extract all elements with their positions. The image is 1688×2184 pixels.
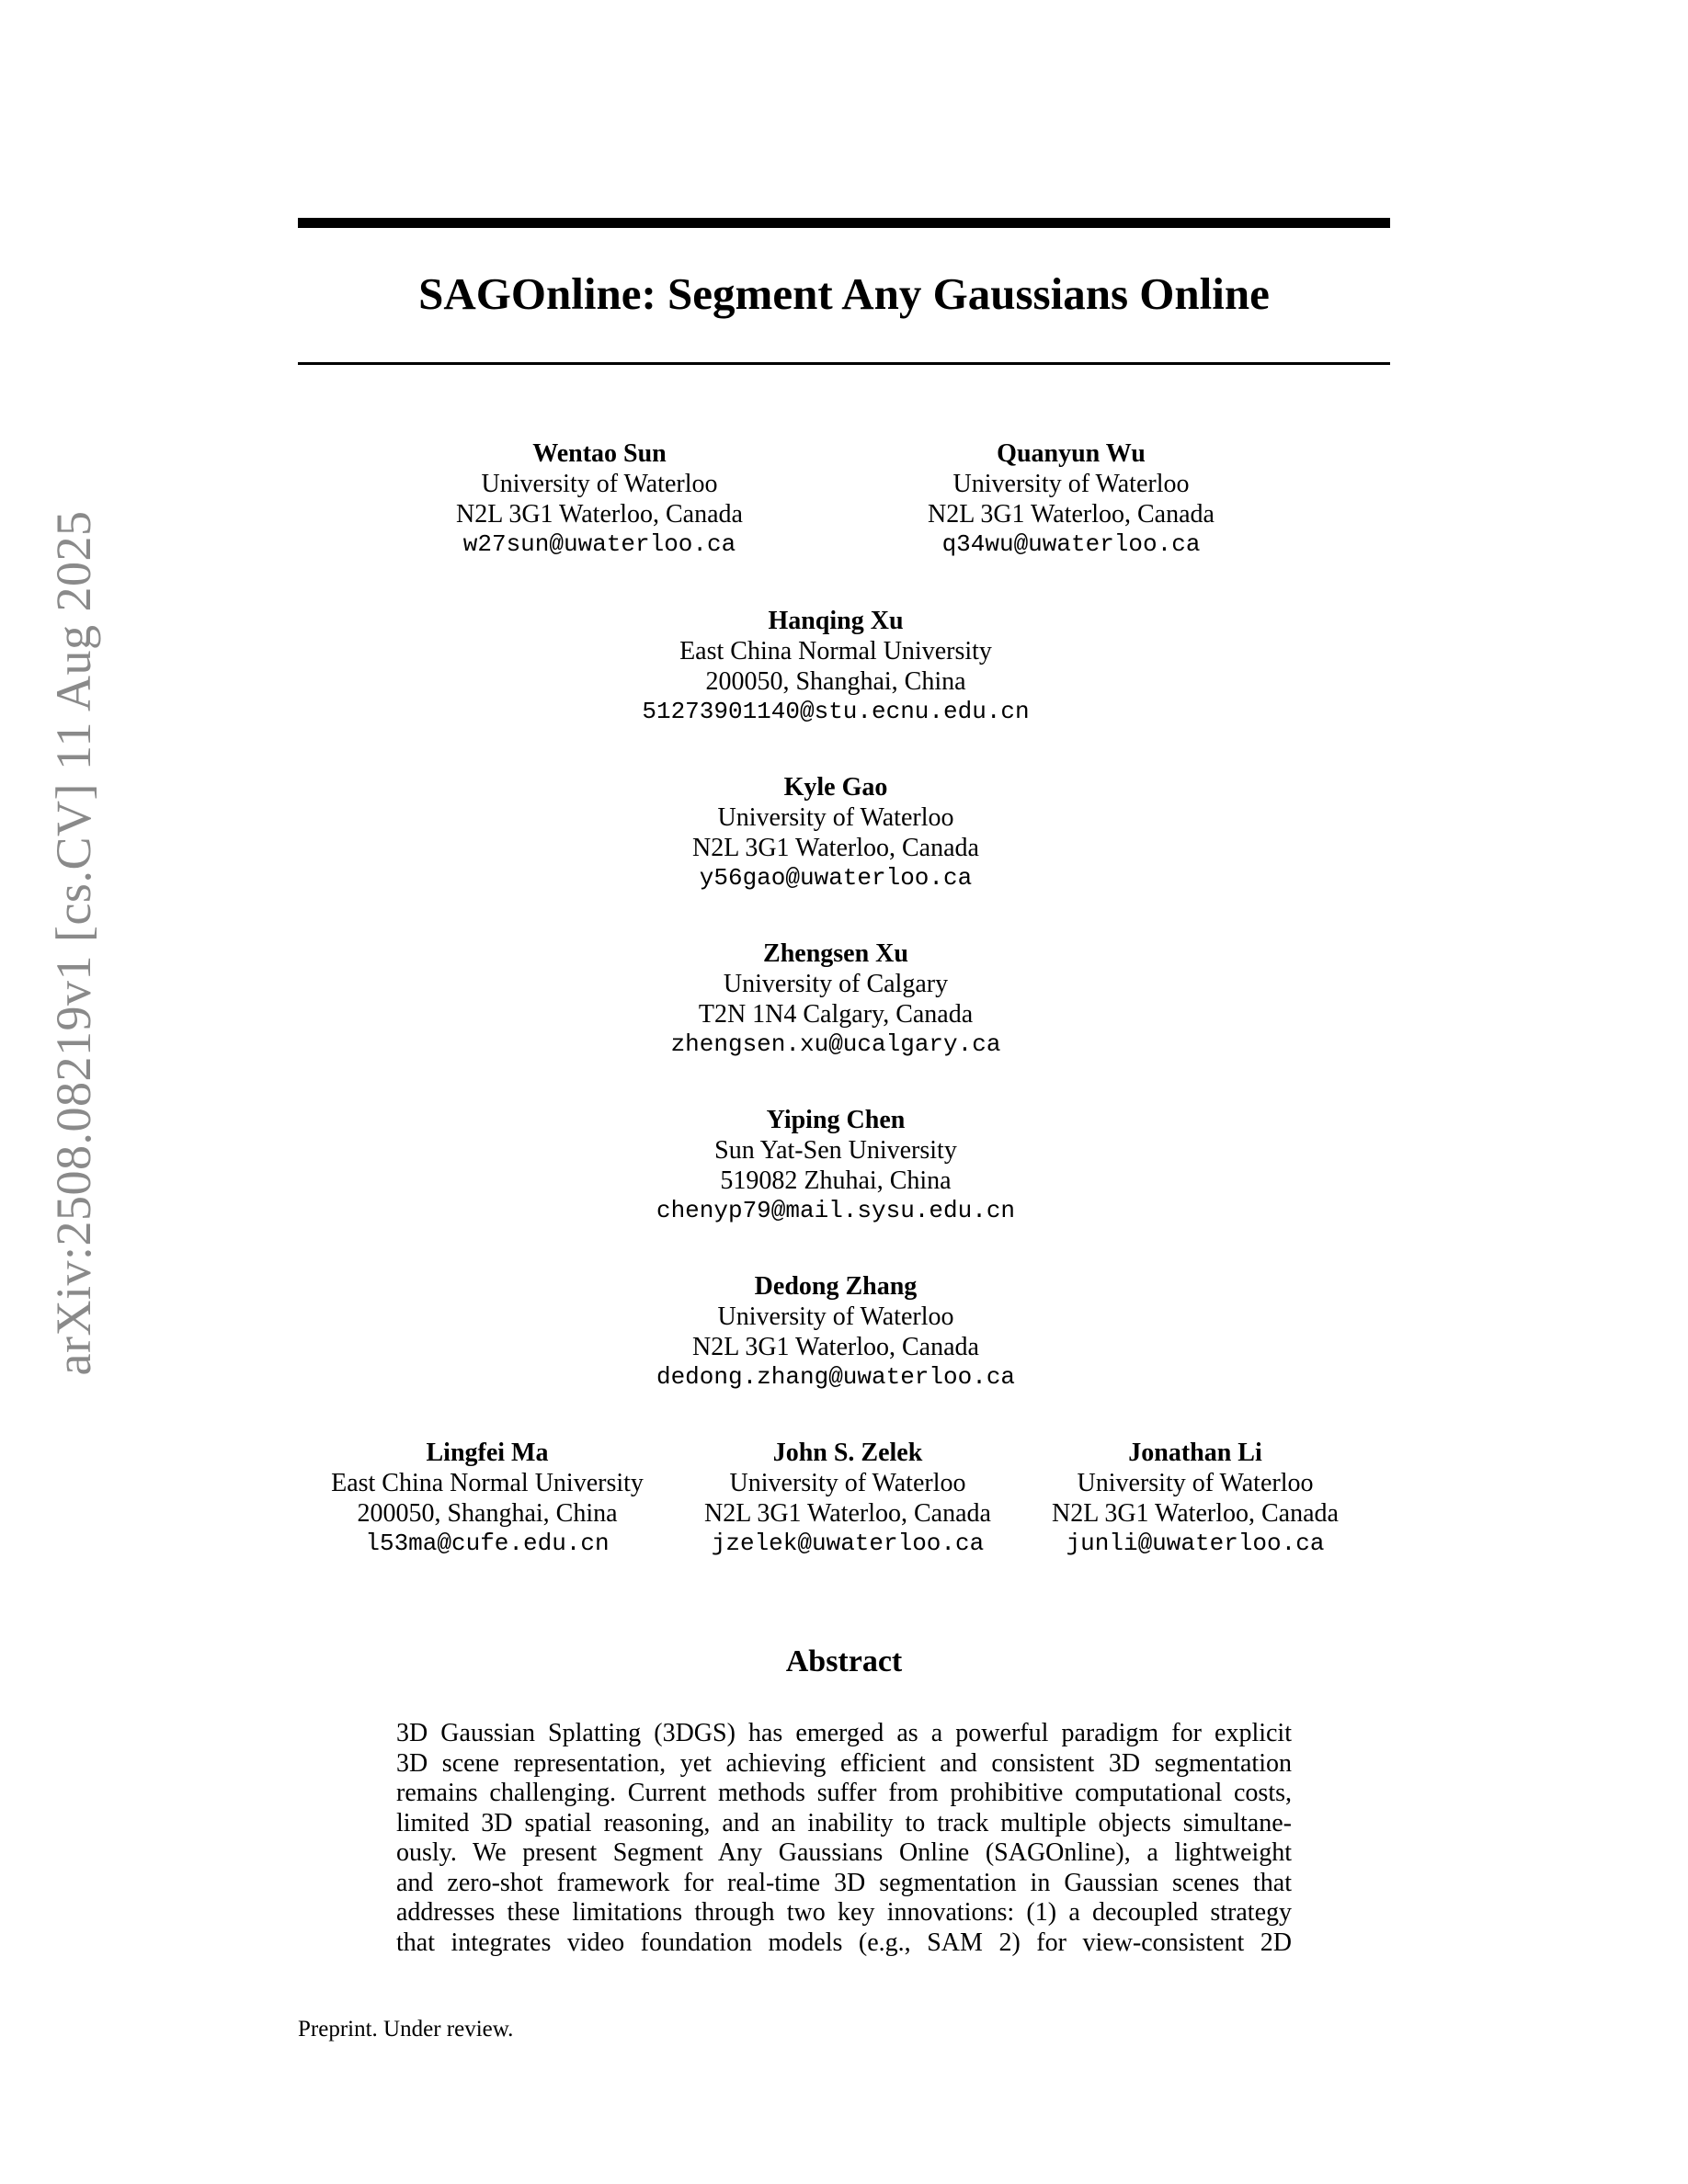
author-block xyxy=(692,772,979,893)
author-address: 519082 Zhuhai, China xyxy=(720,1166,952,1195)
author-affiliation: University of Waterloo xyxy=(481,470,718,498)
author-email[interactable]: zhengsen.xu@ucalgary.ca xyxy=(670,1030,1001,1058)
author-address: 200050, Shanghai, China xyxy=(705,667,966,696)
author-address: N2L 3G1 Waterloo, Canada xyxy=(928,500,1215,529)
author-block xyxy=(671,938,1001,1060)
author-name: Zhengsen Xu xyxy=(763,939,908,968)
author-block xyxy=(928,438,1215,560)
arxiv-identifier: arXiv:2508.08219v1 [cs.CV] 11 Aug 2025 xyxy=(46,510,101,1376)
author-name: Hanqing Xu xyxy=(768,607,904,635)
author-affiliation: Sun Yat-Sen University xyxy=(714,1136,957,1165)
abstract-line: and zero-shot framework for real-time 3D segmentation in Gaussian scenes that xyxy=(396,1868,1292,1897)
abstract-line: limited 3D spatial reasoning, and an inability to track multiple objects simultane- xyxy=(396,1808,1292,1837)
author-affiliation: University of Calgary xyxy=(723,970,949,998)
author-email[interactable]: y56gao@uwaterloo.ca xyxy=(699,864,973,892)
author-address: T2N 1N4 Calgary, Canada xyxy=(698,1000,974,1029)
abstract-line: ously. We present Segment Any Gaussians Online (SAGOnline), a lightweight xyxy=(396,1838,1292,1867)
author-affiliation: University of Waterloo xyxy=(1077,1469,1314,1497)
author-block xyxy=(704,1438,991,1559)
author-email[interactable]: junli@uwaterloo.ca xyxy=(1066,1530,1325,1557)
author-affiliation: East China Normal University xyxy=(679,637,992,665)
author-email[interactable]: chenyp79@mail.sysu.edu.cn xyxy=(656,1197,1016,1224)
author-email[interactable]: 51273901140@stu.ecnu.edu.cn xyxy=(642,698,1030,725)
author-name: Wentao Sun xyxy=(532,439,667,468)
paper-title: SAGOnline: Segment Any Gaussians Online xyxy=(418,268,1270,319)
author-email[interactable]: q34wu@uwaterloo.ca xyxy=(941,530,1201,558)
author-name: Quanyun Wu xyxy=(997,439,1146,468)
author-address: N2L 3G1 Waterloo, Canada xyxy=(692,1333,979,1361)
author-affiliation: University of Waterloo xyxy=(717,1302,954,1331)
author-address: N2L 3G1 Waterloo, Canada xyxy=(456,500,743,529)
author-affiliation: East China Normal University xyxy=(331,1469,644,1497)
author-affiliation: University of Waterloo xyxy=(717,803,954,832)
author-email[interactable]: jzelek@uwaterloo.ca xyxy=(711,1530,985,1557)
abstract-line: addresses these limitations through two key innovations: (1) a decoupled strategy xyxy=(396,1898,1292,1927)
author-name: Yiping Chen xyxy=(766,1106,906,1134)
author-name: Lingfei Ma xyxy=(426,1439,549,1467)
author-name: Kyle Gao xyxy=(783,773,888,802)
abstract-line: 3D Gaussian Splatting (3DGS) has emerged as a powerful paradigm for explicit xyxy=(396,1719,1292,1747)
author-name: Dedong Zhang xyxy=(754,1272,918,1301)
author-block xyxy=(642,606,1029,727)
author-address: 200050, Shanghai, China xyxy=(357,1499,618,1528)
footer-note: Preprint. Under review. xyxy=(298,2017,514,2042)
author-block xyxy=(456,438,743,560)
abstract-line: remains challenging. Current methods suffer from prohibitive computational costs, xyxy=(396,1779,1292,1807)
author-block xyxy=(1052,1438,1339,1559)
abstract-line: 3D scene representation, yet achieving efficient and consistent 3D segmentation xyxy=(396,1748,1292,1778)
author-affiliation: University of Waterloo xyxy=(952,470,1190,498)
author-block xyxy=(331,1438,644,1559)
author-affiliation: University of Waterloo xyxy=(729,1469,966,1497)
title-top-rule xyxy=(298,218,1390,228)
author-address: N2L 3G1 Waterloo, Canada xyxy=(1052,1499,1339,1528)
author-name: John S. Zelek xyxy=(772,1439,923,1467)
author-address: N2L 3G1 Waterloo, Canada xyxy=(704,1499,991,1528)
author-name: Jonathan Li xyxy=(1128,1439,1262,1467)
author-email[interactable]: dedong.zhang@uwaterloo.ca xyxy=(656,1363,1016,1391)
author-email[interactable]: l53ma@cufe.edu.cn xyxy=(365,1530,610,1557)
author-block xyxy=(656,1105,1015,1226)
author-address: N2L 3G1 Waterloo, Canada xyxy=(692,834,979,862)
abstract-line: that integrates video foundation models (e.g., SAM 2) for view-consistent 2D xyxy=(396,1928,1292,1957)
author-email[interactable]: w27sun@uwaterloo.ca xyxy=(462,530,736,558)
abstract-heading: Abstract xyxy=(785,1644,903,1678)
title-bottom-rule xyxy=(298,362,1390,365)
author-block xyxy=(656,1271,1015,1393)
abstract-body xyxy=(396,1719,1292,1958)
